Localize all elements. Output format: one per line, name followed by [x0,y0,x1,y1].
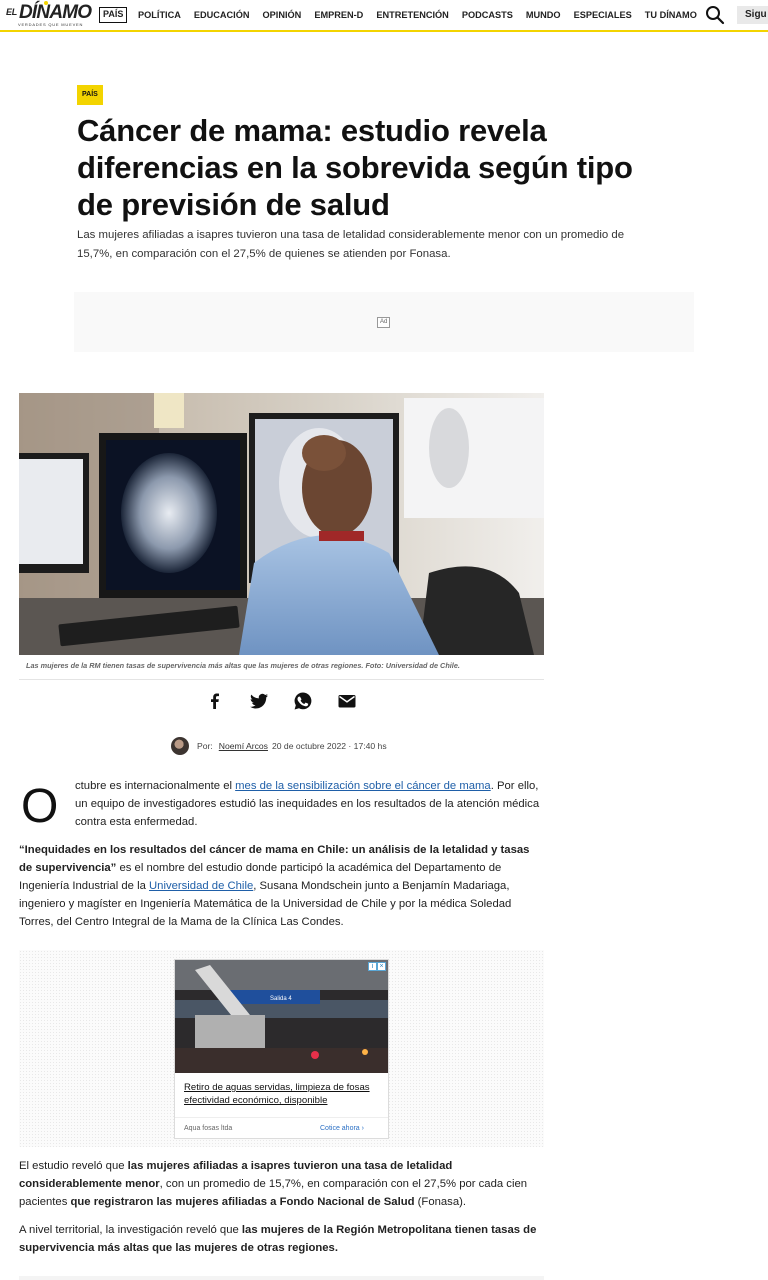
article-category-tag[interactable]: PAÍS [77,85,103,105]
awareness-month-link[interactable]: mes de la sensibilización sobre el cáncer de mama [235,780,491,792]
author-avatar[interactable] [171,737,189,755]
paragraph-emphasis: las mujeres afiliadas a isapres tuvieron una tasa de letalidad considerablemente menor [19,1160,453,1190]
ad-image-sign: Salida 4 [270,996,292,1002]
paragraph-text: El estudio reveló que [19,1160,128,1172]
paragraph-text: (Fonasa). [414,1196,467,1208]
site-header [0,0,768,32]
paragraph-text: ctubre es internacionalmente el [75,780,236,792]
image-caption: Las mujeres de la RM tienen tasas de supervivencia más altas que las mujeres de otras regiones. Foto: Universidad de Chile. [26,661,460,670]
chevron-right-icon: › [361,1125,364,1132]
ad-footer [175,1117,388,1139]
universidad-de-chile-link[interactable]: Universidad de Chile [149,880,254,892]
paragraph-text: A nivel territorial, la investigación reveló que [19,1224,242,1236]
email-icon[interactable] [337,691,357,711]
search-icon[interactable] [705,5,725,25]
logo-name: DÍNAMO [19,2,92,23]
nav-item-politica[interactable]: POLÍTICA [138,10,181,20]
paragraph-emphasis: que registraron las mujeres afiliadas a Fondo Nacional de Salud [70,1196,415,1208]
nav-item-mundo[interactable]: MUNDO [525,10,561,20]
paragraph-text: es el nombre del estudio donde participó la académica del Departamento de Ingeniería Industrial de la [19,862,502,892]
paragraph-emphasis: las mujeres de la Región Metropolitana tienen tasas de supervivencia más altas que las mujeres de otras regiones. [19,1224,537,1254]
site-logo[interactable] [6,3,94,27]
ad-advertiser: Aqua fosas ltda [184,1125,233,1132]
share-bar [205,691,381,711]
next-block-edge [19,1276,544,1280]
byline-prefix: Por: [197,741,213,751]
paragraph-text: . Por ello, un equipo de investigadores estudió las inequidades en los resultados de la atención médica contra esta enfermedad. [75,780,540,828]
article-headline: Cáncer de mama: estudio revela diferencias en la sobrevida según tipo de previsión de salud [77,113,633,222]
sponsored-ad-card[interactable] [174,959,389,1139]
nav-item-especiales[interactable]: ESPECIALES [573,10,632,20]
nav-item-podcasts[interactable]: PODCASTS [461,10,513,20]
drop-cap: O [21,780,59,833]
ad-cta-label: Cotice ahora [320,1125,360,1132]
follow-button[interactable]: Sigu [737,6,768,24]
article-summary: Las mujeres afiliadas a isapres tuvieron una tasa de letalidad considerablemente menor con un promedio de 15,7%, en comparación con el 27,5% de quienes se atienden por Fonasa. [77,229,625,260]
publish-date: 20 de octubre 2022 · 17:40 hs [271,741,387,751]
byline [171,737,387,755]
logo-prefix: EL [6,7,17,17]
ad-label: Ad [377,317,390,328]
nav-item-opinion[interactable]: OPINIÓN [262,10,302,20]
article-main-image [19,393,544,655]
inline-ad-slot [19,950,544,1147]
nav-item-educacion[interactable]: EDUCACIÓN [193,10,250,20]
author-link[interactable]: Noemí Arcos [218,741,268,751]
paragraph-text: , con un promedio de 15,7%, en comparación con el 27,5% por cada cien pacientes [19,1178,528,1208]
nav-item-entretencion[interactable]: ENTRETENCIÓN [376,10,449,20]
ad-cta-button[interactable] [320,1125,364,1132]
main-nav [138,10,710,20]
paragraph-2 [19,841,541,931]
top-ad-slot[interactable] [74,292,694,352]
logo-tagline: VERDADES QUE MUEVEN [18,22,84,27]
current-section-badge[interactable]: PAÍS [99,7,127,23]
divider [19,679,544,680]
facebook-icon[interactable] [205,691,225,711]
ad-title[interactable]: Retiro de aguas servidas, limpieza de fosas efectividad económico, disponible [184,1082,370,1106]
nav-item-tu-dinamo[interactable]: TU DÍNAMO [644,10,697,20]
ad-image[interactable] [175,960,388,1073]
paragraph-1 [75,777,541,831]
paragraph-text: , Susana Mondschein junto a Benjamín Madariaga, ingeniero y magíster en Ingeniería Matemática de la Universidad de Chile y por la médica Soledad Torres, del Centro Integral de la Mama de la Clínica Las Condes. [19,880,512,928]
study-title: “Inequidades en los resultados del cáncer de mama en Chile: un análisis de la letalidad y tasas de supervivencia” [19,844,530,874]
twitter-icon[interactable] [249,691,269,711]
ad-info-icon[interactable]: i [368,962,377,971]
paragraph-3 [19,1157,541,1211]
paragraph-4 [19,1221,541,1257]
nav-item-emprend[interactable]: EMPREN-D [314,10,364,20]
ad-close-icon[interactable]: × [377,962,386,971]
whatsapp-icon[interactable] [293,691,313,711]
ad-choices[interactable] [368,962,386,971]
